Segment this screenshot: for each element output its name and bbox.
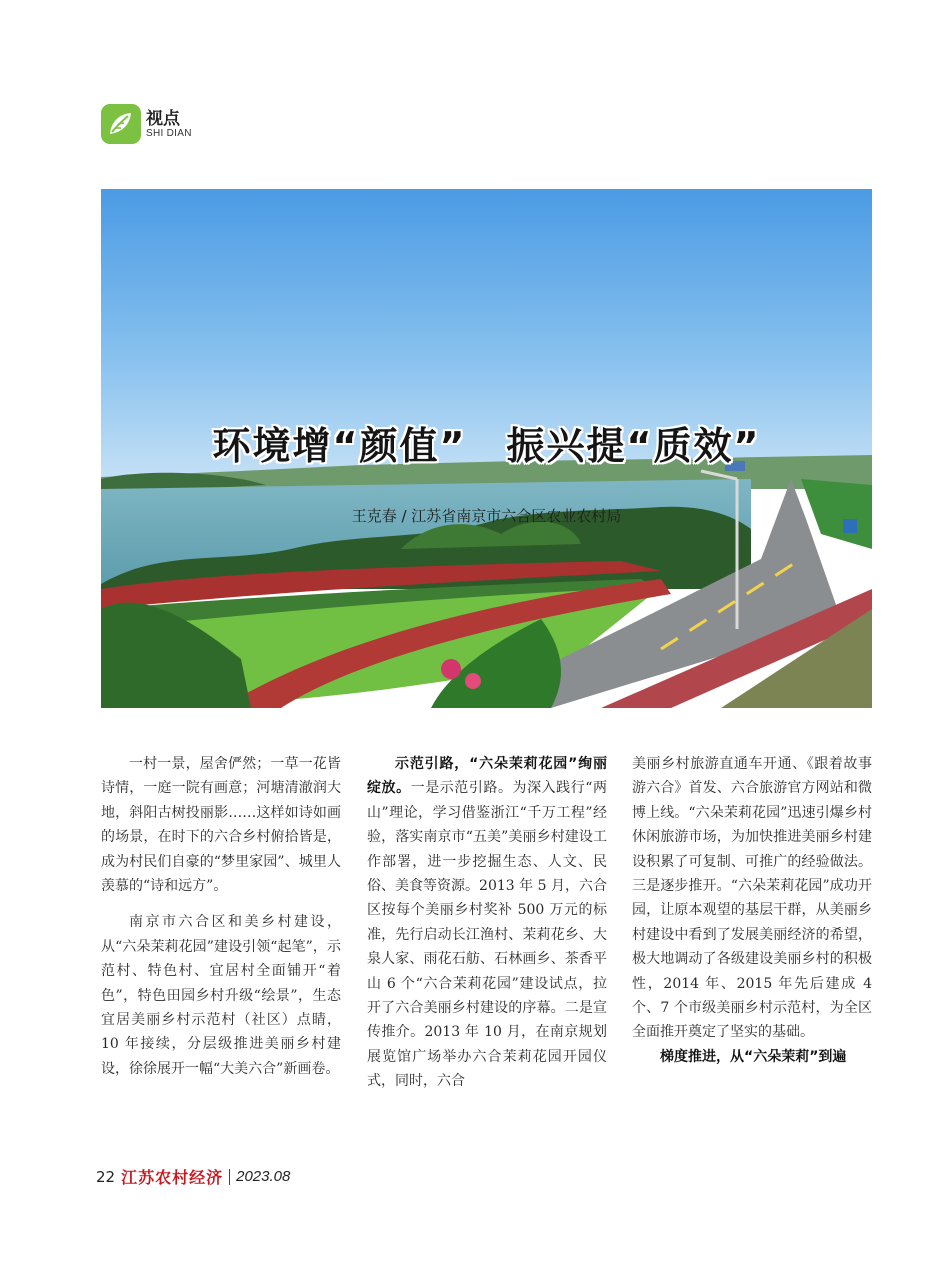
paragraph-demonstration-text: 一是示范引路。为深入践行“两山”理论，学习借鉴浙江“千万工程”经验，落实南京市“五美”美丽乡村建设工作部署，进一步挖掘生态、人文、民俗、美食等资源。2013 年 5 月，六合区按每个美丽乡村奖补 500 万元的标准，先行启动长江渔村、茉莉花乡、大泉人家、雨花石舫、石林画乡、茶香平山 6 个“六合茉莉花园”建设试点，拉开了六合美丽乡村建设的序幕。二是宣传推介。2013 年 10 月，在南京规划展览馆广场举办六合茉莉花园开园仪式，同时，六合 <box>367 780 607 1090</box>
paragraph-intro: 一村一景，屋舍俨然；一草一花皆诗情，一庭一院有画意；河塘清澈润大地，斜阳古树投丽影……这样如诗如画的场景，在时下的六合乡村俯拾皆是，成为村民们自豪的“梦里家园”、城里人羡慕的“诗和远方”。 <box>101 756 341 895</box>
article-title: 环境增“颜值” 振兴提“质效” <box>212 424 761 468</box>
paragraph-demonstration <box>367 752 607 1094</box>
body-column-2 <box>367 752 607 1094</box>
paragraph-overview: 南京市六合区和美乡村建设，从“六朵茉莉花园”建设引领“起笔”，示范村、特色村、宜居村全面铺开“着色”，特色田园乡村升级“绘景”，生态宜居美丽乡村示范村（社区）点睛，10 年接续，分层级推进美丽乡村建设，徐徐展开一幅“大美六合”新画卷。 <box>101 914 341 1077</box>
page-footer <box>96 1165 290 1188</box>
paragraph-continued: 美丽乡村旅游直通车开通、《跟着故事游六合》首发、六合旅游官方网站和微博上线。“六朵茉莉花园”迅速引爆乡村休闲旅游市场，为加快推进美丽乡村建设积累了可复制、可推广的经验做法。三是逐步推开。“六朵茉莉花园”成功开园，让原本观望的基层干群，从美丽乡村建设中看到了发展美丽经济的希望，极大地调动了各级建设美丽乡村的积极性，2014 年、2015 年先后建成 4 个、7 个市级美丽乡村示范村，为全区全面推开奠定了坚实的基础。 <box>632 756 872 1041</box>
issue-date: 2023.08 <box>236 1168 291 1185</box>
section-subtitle: SHI DIAN <box>146 128 192 139</box>
section-title: 视点 <box>146 109 180 129</box>
body-column-3 <box>632 752 872 1069</box>
subhead-demonstration: 示范引路，“六朵茉莉花园”绚丽绽放。 <box>367 756 607 797</box>
magazine-name: 江苏农村经济 <box>121 1168 224 1187</box>
article-author: 王克春 / 江苏省南京市六合区农业农村局 <box>351 507 622 525</box>
subhead-gradient: 梯度推进，从“六朵茉莉”到遍 <box>660 1048 847 1065</box>
leaf-badge-icon <box>101 104 141 144</box>
footer-divider <box>229 1169 230 1185</box>
body-column-1 <box>101 752 341 1081</box>
hero-photo <box>101 189 872 708</box>
page-number: 22 <box>96 1167 116 1186</box>
